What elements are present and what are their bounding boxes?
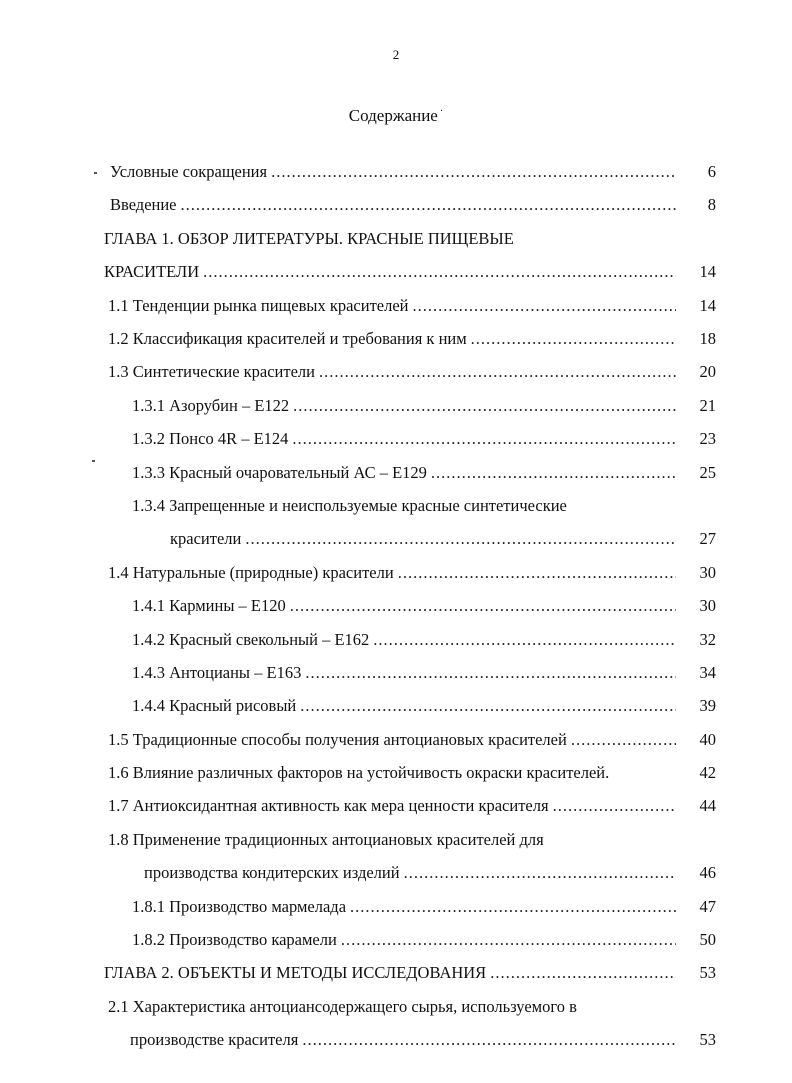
leader-dots (301, 656, 676, 689)
leader-dots (549, 789, 676, 822)
toc-entry (104, 188, 716, 221)
toc-entry-label: 2.1 Характеристика антоциансодержащего сырья, используемого в (108, 996, 577, 1016)
toc-entry-label: 1.5 Традиционные способы получения антоциановых красителей (108, 729, 567, 749)
toc-entry-page: 8 (707, 195, 716, 215)
toc-entry (104, 923, 716, 956)
toc-entry-page: 44 (699, 796, 716, 816)
toc-entry (104, 990, 716, 1057)
toc-entry-page: 20 (699, 362, 716, 382)
toc-entry-page: 21 (699, 395, 716, 415)
toc-title (0, 106, 792, 126)
scan-speck (94, 172, 97, 174)
leader-dots (409, 289, 676, 322)
toc-entry (104, 222, 716, 289)
toc-entry-label-continued: КРАСИТЕЛИ (104, 262, 200, 282)
toc-entry-page: 30 (699, 596, 716, 616)
toc-entry (104, 456, 716, 489)
toc-entry (104, 155, 716, 188)
toc-entry-label: 1.4 Натуральные (природные) красители (108, 562, 394, 582)
toc-entry (104, 956, 716, 989)
leader-dots (467, 322, 676, 355)
toc-entry-label: 1.4.3 Антоцианы – Е163 (132, 662, 302, 682)
toc-entry-label: 1.2 Классификация красителей и требования к ним (108, 328, 467, 348)
toc-entry (104, 589, 716, 622)
toc-entry-label-continued: производства кондитерских изделий (144, 863, 400, 883)
toc-entry-label: 1.4.1 Кармины – Е120 (132, 596, 286, 616)
toc-entry-label: 1.3.1 Азорубин – Е122 (132, 395, 290, 415)
leader-dots (289, 389, 676, 422)
leader-dots (177, 188, 676, 221)
toc-entry (104, 556, 716, 589)
toc-entry (104, 756, 716, 789)
leader-dots (286, 589, 676, 622)
toc-entry (104, 656, 716, 689)
toc-entry (104, 389, 716, 422)
leader-dots (267, 155, 676, 188)
toc-entry-page: 53 (699, 1030, 716, 1050)
toc-entry-page: 25 (699, 462, 716, 482)
toc-entry-label: ГЛАВА 1. ОБЗОР ЛИТЕРАТУРЫ. КРАСНЫЕ ПИЩЕВЫЕ (104, 228, 514, 248)
toc-entry-label-continued: красители (170, 529, 242, 549)
toc-entry-label: 1.3.4 Запрещенные и неиспользуемые красные синтетические (132, 495, 567, 515)
toc-entry-label-continued: производстве красителя (130, 1030, 299, 1050)
toc-entry (104, 823, 716, 890)
toc-entry (104, 723, 716, 756)
toc-title-text: Содержание (348, 106, 438, 125)
leader-dots (400, 856, 676, 889)
toc-entry (104, 322, 716, 355)
toc-entry-page: 42 (699, 763, 716, 783)
toc-entry-label: Условные сокращения (110, 162, 268, 181)
leader-dots (241, 522, 676, 555)
toc-entry-label: 1.6 Влияние различных факторов на устойчивость окраски красителей. (108, 763, 610, 783)
leader-dots (427, 456, 676, 489)
toc-entry-label: 1.8.2 Производство карамели (132, 930, 337, 950)
toc-entry-label: 1.3 Синтетические красители (108, 362, 315, 382)
scan-speck: · (439, 106, 444, 118)
toc-entry (104, 355, 716, 388)
toc-entry-page: 30 (699, 562, 716, 582)
toc-entry-label: 1.3.2 Понсо 4R – Е124 (132, 429, 289, 449)
toc-entry-page: 14 (699, 295, 716, 315)
table-of-contents (104, 155, 716, 1057)
toc-entry-page: 50 (699, 930, 716, 950)
toc-entry-page: 14 (699, 262, 716, 282)
toc-entry-label: 1.8 Применение традиционных антоциановых красителей для (108, 829, 544, 849)
toc-entry-page: 46 (699, 863, 716, 883)
toc-entry-label: Введение (110, 195, 177, 215)
toc-entry-label: 1.3.3 Красный очаровательный АС – Е129 (132, 462, 427, 482)
toc-entry-page: 47 (699, 896, 716, 916)
leader-dots (486, 956, 676, 989)
toc-entry (104, 623, 716, 656)
toc-entry-page: 32 (699, 629, 716, 649)
toc-entry-label: 1.4.2 Красный свекольный – Е162 (132, 629, 370, 649)
toc-entry-label: ГЛАВА 2. ОБЪЕКТЫ И МЕТОДЫ ИССЛЕДОВАНИЯ (104, 963, 487, 983)
leader-dots (346, 890, 676, 923)
toc-entry (104, 689, 716, 722)
toc-entry-page: 6 (707, 162, 716, 181)
toc-entry-label: 1.1 Тенденции рынка пищевых красителей (108, 295, 409, 315)
toc-entry-page: 53 (699, 963, 716, 983)
leader-dots (369, 623, 676, 656)
toc-entry-page: 40 (699, 729, 716, 749)
toc-entry (104, 289, 716, 322)
toc-entry (104, 489, 716, 556)
leader-dots (394, 556, 676, 589)
toc-entry-page: 34 (699, 662, 716, 682)
toc-entry-label: 1.8.1 Производство мармелада (132, 896, 347, 916)
scan-speck (92, 460, 95, 462)
toc-entry-label: 1.4.4 Красный рисовый (132, 696, 297, 716)
toc-entry-page: 23 (699, 429, 716, 449)
toc-entry (104, 789, 716, 822)
toc-entry-page: 18 (699, 328, 716, 348)
leader-dots (315, 355, 676, 388)
page-number: 2 (392, 47, 400, 62)
leader-dots (199, 255, 676, 288)
toc-entry (104, 422, 716, 455)
leader-dots (288, 422, 676, 455)
leader-dots (567, 723, 676, 756)
leader-dots (298, 1023, 676, 1056)
leader-dots (296, 689, 676, 722)
toc-entry (104, 890, 716, 923)
toc-entry-label: 1.7 Антиоксидантная активность как мера ценности красителя (108, 796, 549, 816)
toc-entry-page: 39 (699, 696, 716, 716)
leader-dots (337, 923, 676, 956)
toc-entry-page: 27 (699, 529, 716, 549)
